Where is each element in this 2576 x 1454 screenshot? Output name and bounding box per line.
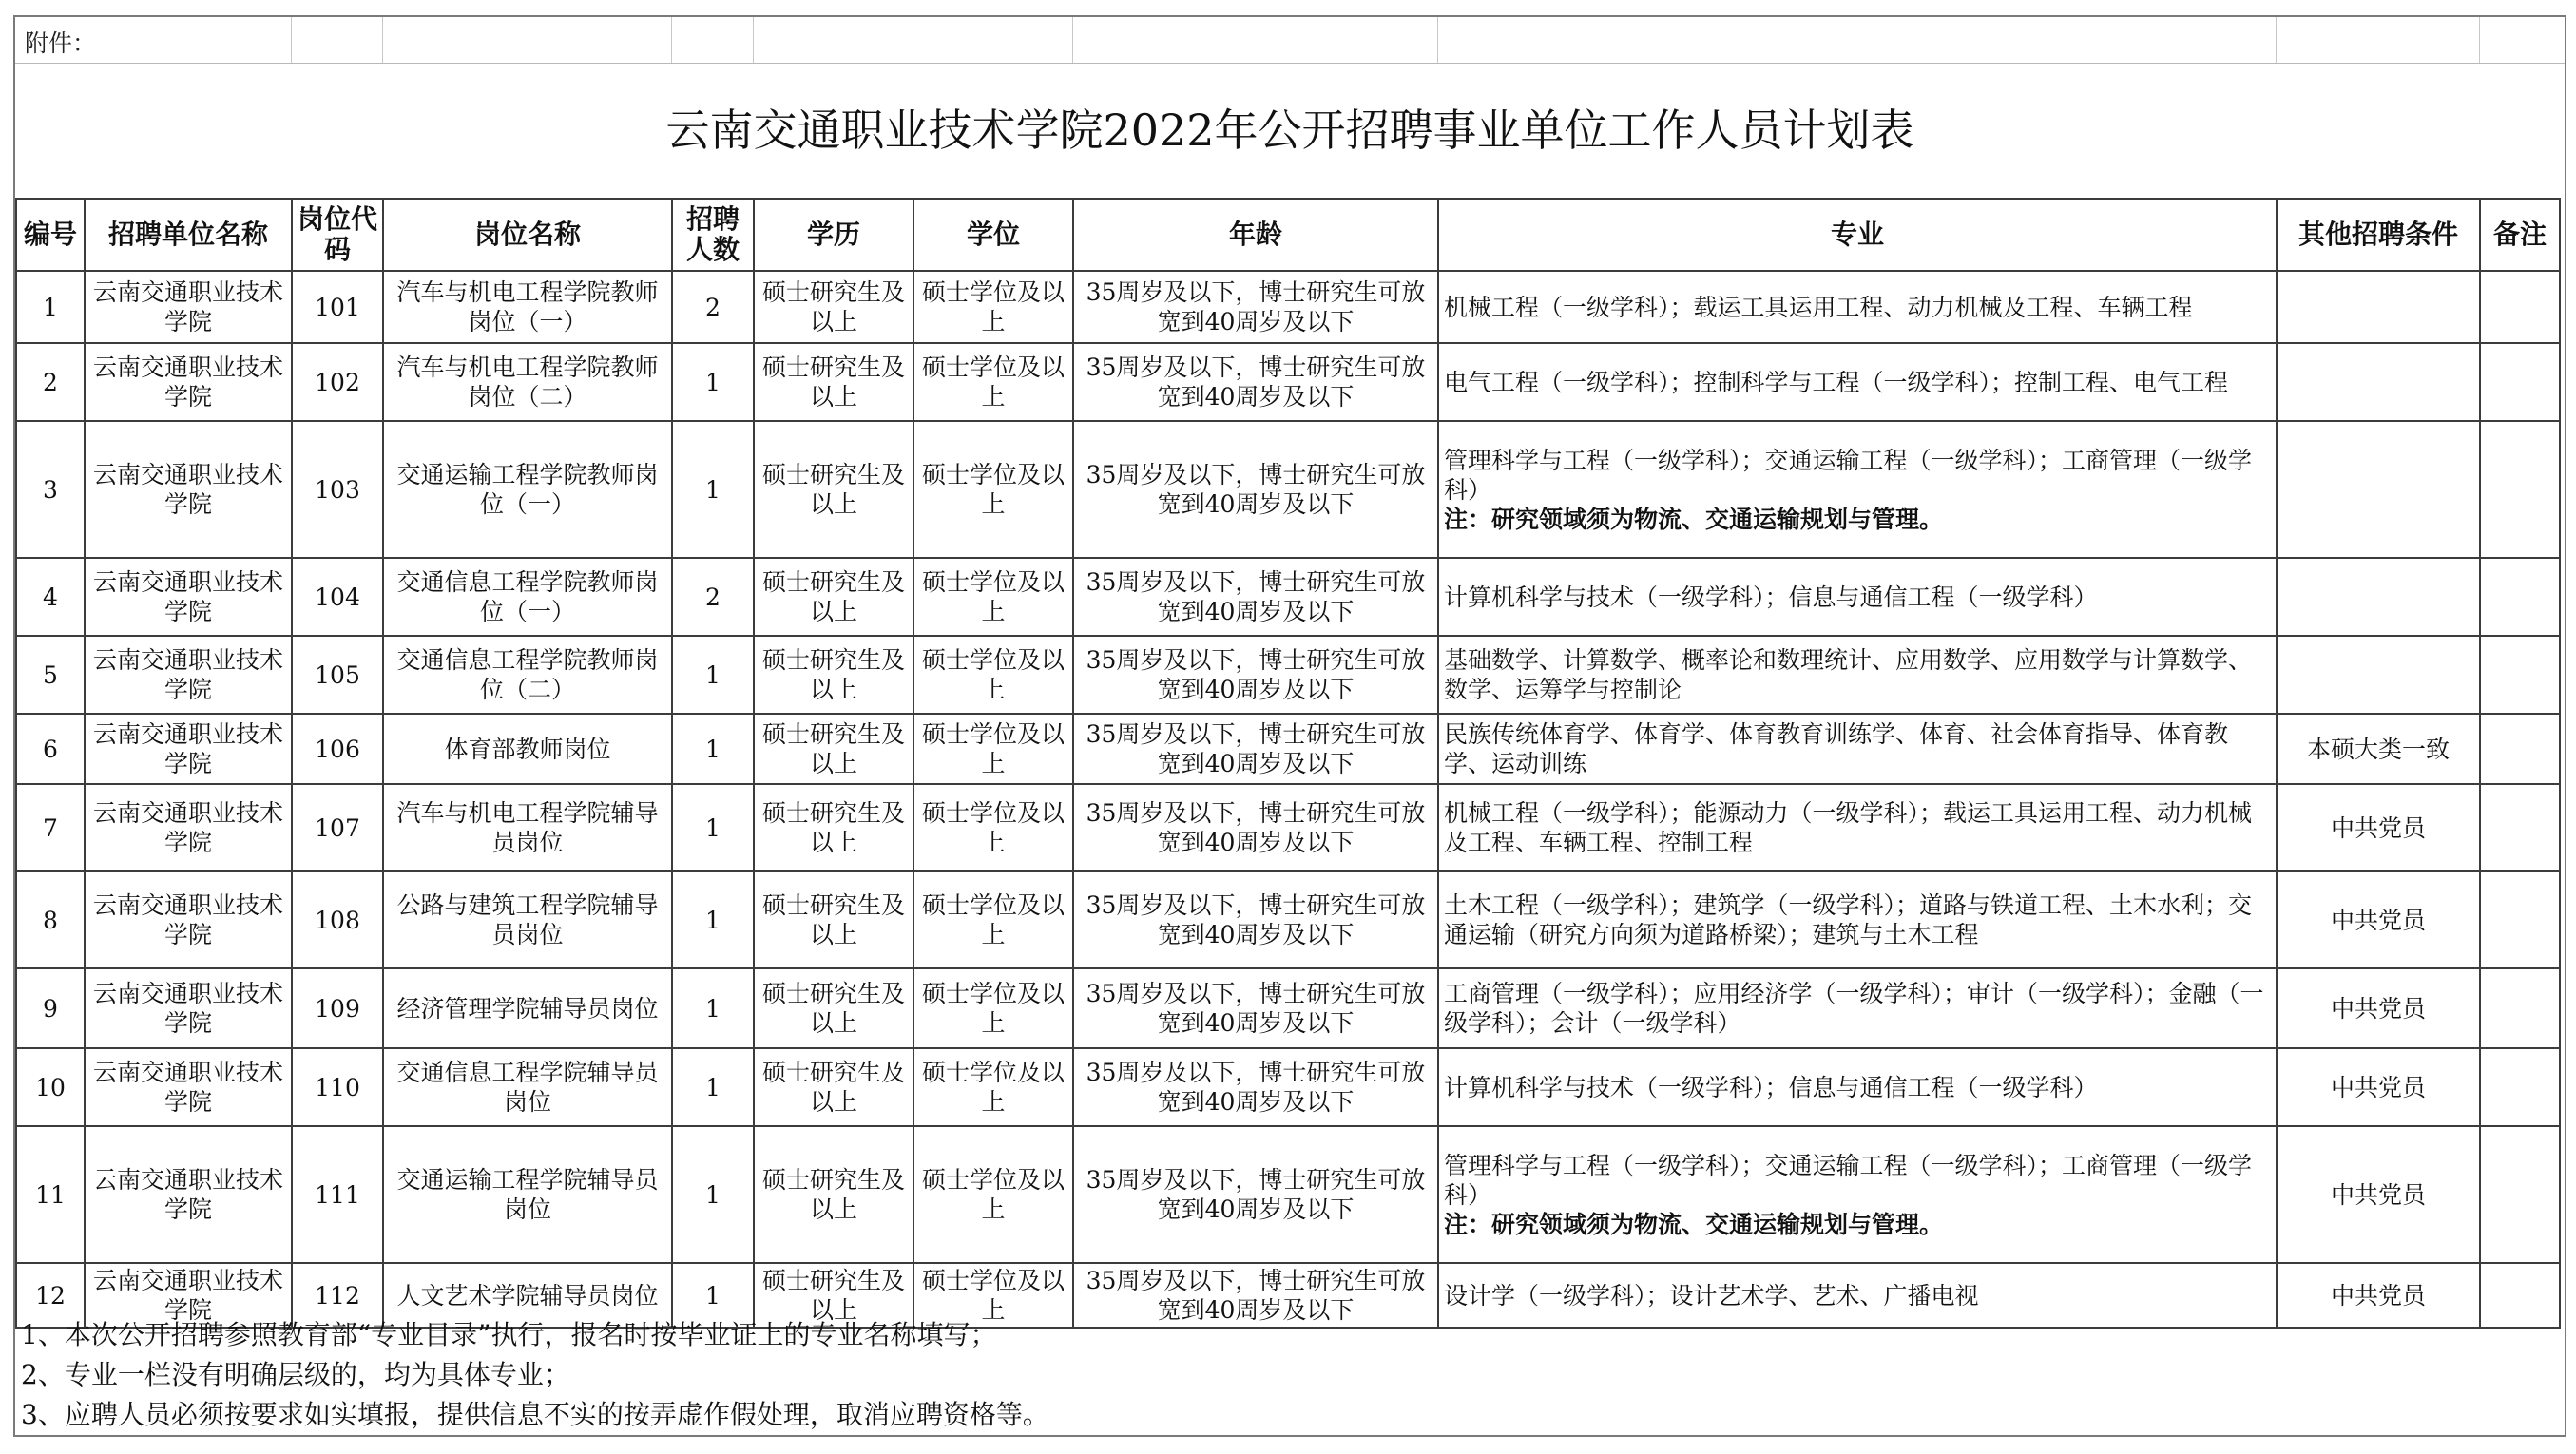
major-text: 机械工程（一级学科）；能源动力（一级学科）；载运工具运用工程、动力机械及工程、车辆工程、控制工程 [1444, 799, 2253, 856]
header-education: 学历 [754, 199, 913, 271]
cell-code: 106 [292, 714, 383, 784]
major-text: 设计学（一级学科）；设计艺术学、艺术、广播电视 [1444, 1281, 1979, 1310]
cell-post: 交通运输工程学院辅导员岗位 [383, 1126, 672, 1263]
cell-other: 本硕大类一致 [2277, 714, 2480, 784]
cell-degree: 硕士学位及以上 [913, 271, 1073, 343]
major-text: 计算机科学与技术（一级学科）；信息与通信工程（一级学科） [1444, 583, 2098, 611]
cell-code: 102 [292, 343, 383, 421]
table-row [16, 271, 2560, 343]
cell-remark [2480, 714, 2560, 784]
table-row [16, 558, 2560, 636]
cell-other: 中共党员 [2277, 784, 2480, 871]
cell-age: 35周岁及以下，博士研究生可放宽到40周岁及以下 [1073, 714, 1438, 784]
cell-no: 10 [16, 1048, 85, 1126]
cell-no: 11 [16, 1126, 85, 1263]
cell-degree: 硕士学位及以上 [913, 1126, 1073, 1263]
cell-count: 1 [672, 784, 754, 871]
cell-unit: 云南交通职业技术学院 [85, 871, 292, 968]
header-degree: 学位 [913, 199, 1073, 271]
cell-code: 107 [292, 784, 383, 871]
cell-age: 35周岁及以下，博士研究生可放宽到40周岁及以下 [1073, 1048, 1438, 1126]
table-row [16, 1048, 2560, 1126]
cell-degree: 硕士学位及以上 [913, 784, 1073, 871]
cell-remark [2480, 1126, 2560, 1263]
table-row [16, 421, 2560, 558]
cell-post: 人文艺术学院辅导员岗位 [383, 1263, 672, 1328]
header-no: 编号 [16, 199, 85, 271]
table-row [16, 968, 2560, 1048]
attachment-row [15, 17, 2565, 64]
cell-major [1438, 871, 2277, 968]
cell-other: 中共党员 [2277, 968, 2480, 1048]
cell-degree: 硕士学位及以上 [913, 1048, 1073, 1126]
cell-count: 1 [672, 1263, 754, 1328]
cell-remark [2480, 1048, 2560, 1126]
cell-post: 汽车与机电工程学院教师岗位（二） [383, 343, 672, 421]
major-text: 计算机科学与技术（一级学科）；信息与通信工程（一级学科） [1444, 1073, 2098, 1101]
major-text: 管理科学与工程（一级学科）；交通运输工程（一级学科）；工商管理（一级学科） [1444, 446, 2253, 504]
header-post: 岗位名称 [383, 199, 672, 271]
cell-major [1438, 558, 2277, 636]
cell-degree: 硕士学位及以上 [913, 968, 1073, 1048]
cell-remark [2480, 343, 2560, 421]
table-row [16, 714, 2560, 784]
cell-unit: 云南交通职业技术学院 [85, 1048, 292, 1126]
cell-no: 12 [16, 1263, 85, 1328]
table-row [16, 343, 2560, 421]
cell-unit: 云南交通职业技术学院 [85, 636, 292, 714]
cell-unit: 云南交通职业技术学院 [85, 714, 292, 784]
recruitment-table [15, 198, 2561, 1329]
cell-other: 中共党员 [2277, 871, 2480, 968]
cell-count: 1 [672, 871, 754, 968]
cell-age: 35周岁及以下，博士研究生可放宽到40周岁及以下 [1073, 968, 1438, 1048]
cell-unit: 云南交通职业技术学院 [85, 1126, 292, 1263]
cell-degree: 硕士学位及以上 [913, 1263, 1073, 1328]
cell-age: 35周岁及以下，博士研究生可放宽到40周岁及以下 [1073, 558, 1438, 636]
cell-degree: 硕士学位及以上 [913, 871, 1073, 968]
header-unit: 招聘单位名称 [85, 199, 292, 271]
attachment-label: 附件： [25, 29, 97, 57]
cell-degree: 硕士学位及以上 [913, 343, 1073, 421]
major-text: 管理科学与工程（一级学科）；交通运输工程（一级学科）；工商管理（一级学科） [1444, 1151, 2253, 1209]
header-other: 其他招聘条件 [2277, 199, 2480, 271]
cell-unit: 云南交通职业技术学院 [85, 1263, 292, 1328]
cell-education: 硕士研究生及以上 [754, 271, 913, 343]
cell-other [2277, 636, 2480, 714]
cell-major [1438, 1263, 2277, 1328]
cell-major [1438, 968, 2277, 1048]
table-row [16, 636, 2560, 714]
major-text: 电气工程（一级学科）；控制科学与工程（一级学科）；控制工程、电气工程 [1444, 368, 2229, 396]
cell-no: 1 [16, 271, 85, 343]
cell-remark [2480, 871, 2560, 968]
cell-code: 103 [292, 421, 383, 558]
cell-code: 112 [292, 1263, 383, 1328]
cell-remark [2480, 421, 2560, 558]
cell-other: 中共党员 [2277, 1263, 2480, 1328]
cell-count: 1 [672, 421, 754, 558]
cell-age: 35周岁及以下，博士研究生可放宽到40周岁及以下 [1073, 421, 1438, 558]
cell-no: 6 [16, 714, 85, 784]
cell-code: 109 [292, 968, 383, 1048]
cell-remark [2480, 784, 2560, 871]
cell-major [1438, 1048, 2277, 1126]
cell-other: 中共党员 [2277, 1126, 2480, 1263]
cell-unit: 云南交通职业技术学院 [85, 784, 292, 871]
header-code: 岗位代码 [292, 199, 383, 271]
cell-count: 1 [672, 968, 754, 1048]
cell-education: 硕士研究生及以上 [754, 343, 913, 421]
cell-count: 2 [672, 271, 754, 343]
cell-count: 2 [672, 558, 754, 636]
cell-other [2277, 421, 2480, 558]
cell-education: 硕士研究生及以上 [754, 968, 913, 1048]
cell-other: 中共党员 [2277, 1048, 2480, 1126]
cell-age: 35周岁及以下，博士研究生可放宽到40周岁及以下 [1073, 271, 1438, 343]
cell-major [1438, 784, 2277, 871]
table-row [16, 784, 2560, 871]
table-row [16, 1126, 2560, 1263]
cell-remark [2480, 558, 2560, 636]
cell-post: 体育部教师岗位 [383, 714, 672, 784]
cell-major [1438, 1126, 2277, 1263]
cell-education: 硕士研究生及以上 [754, 1048, 913, 1126]
cell-code: 110 [292, 1048, 383, 1126]
cell-major [1438, 271, 2277, 343]
cell-remark [2480, 271, 2560, 343]
cell-age: 35周岁及以下，博士研究生可放宽到40周岁及以下 [1073, 1263, 1438, 1328]
cell-remark [2480, 636, 2560, 714]
cell-no: 9 [16, 968, 85, 1048]
cell-education: 硕士研究生及以上 [754, 1263, 913, 1328]
cell-post: 交通运输工程学院教师岗位（一） [383, 421, 672, 558]
header-count: 招聘人数 [672, 199, 754, 271]
cell-degree: 硕士学位及以上 [913, 636, 1073, 714]
cell-education: 硕士研究生及以上 [754, 636, 913, 714]
cell-education: 硕士研究生及以上 [754, 558, 913, 636]
cell-count: 1 [672, 1126, 754, 1263]
cell-unit: 云南交通职业技术学院 [85, 343, 292, 421]
cell-post: 交通信息工程学院辅导员岗位 [383, 1048, 672, 1126]
cell-age: 35周岁及以下，博士研究生可放宽到40周岁及以下 [1073, 343, 1438, 421]
footnotes [21, 1315, 1049, 1435]
cell-count: 1 [672, 636, 754, 714]
cell-code: 105 [292, 636, 383, 714]
cell-education: 硕士研究生及以上 [754, 784, 913, 871]
spreadsheet [13, 15, 2566, 1437]
cell-post: 公路与建筑工程学院辅导员岗位 [383, 871, 672, 968]
cell-education: 硕士研究生及以上 [754, 1126, 913, 1263]
header-remark: 备注 [2480, 199, 2560, 271]
major-text: 土木工程（一级学科）；建筑学（一级学科）；道路与铁道工程、土木水利；交通运输（研究方向须为道路桥梁）；建筑与土木工程 [1444, 891, 2253, 948]
cell-count: 1 [672, 1048, 754, 1126]
cell-no: 8 [16, 871, 85, 968]
major-text: 机械工程（一级学科）；载运工具运用工程、动力机械及工程、车辆工程 [1444, 293, 2193, 321]
cell-post: 经济管理学院辅导员岗位 [383, 968, 672, 1048]
cell-other [2277, 271, 2480, 343]
cell-unit: 云南交通职业技术学院 [85, 421, 292, 558]
cell-unit: 云南交通职业技术学院 [85, 271, 292, 343]
cell-no: 5 [16, 636, 85, 714]
major-text: 工商管理（一级学科）；应用经济学（一级学科）；审计（一级学科）；金融（一级学科）；会计（一级学科） [1444, 980, 2264, 1037]
major-note: 注：研究领域须为物流、交通运输规划与管理。 [1444, 505, 1944, 533]
cell-education: 硕士研究生及以上 [754, 871, 913, 968]
cell-age: 35周岁及以下，博士研究生可放宽到40周岁及以下 [1073, 871, 1438, 968]
cell-no: 3 [16, 421, 85, 558]
cell-code: 101 [292, 271, 383, 343]
cell-code: 104 [292, 558, 383, 636]
major-text: 基础数学、计算数学、概率论和数理统计、应用数学、应用数学与计算数学、数学、运筹学与控制论 [1444, 646, 2253, 703]
cell-unit: 云南交通职业技术学院 [85, 968, 292, 1048]
page-title: 云南交通职业技术学院2022年公开招聘事业单位工作人员计划表 [665, 105, 1914, 156]
cell-major [1438, 343, 2277, 421]
cell-age: 35周岁及以下，博士研究生可放宽到40周岁及以下 [1073, 784, 1438, 871]
cell-no: 4 [16, 558, 85, 636]
cell-degree: 硕士学位及以上 [913, 421, 1073, 558]
header-age: 年龄 [1073, 199, 1438, 271]
footnote: 1、本次公开招聘参照教育部“专业目录”执行，报名时按毕业证上的专业名称填写； [21, 1319, 997, 1350]
cell-post: 汽车与机电工程学院辅导员岗位 [383, 784, 672, 871]
cell-count: 1 [672, 714, 754, 784]
cell-education: 硕士研究生及以上 [754, 714, 913, 784]
table-row [16, 871, 2560, 968]
cell-age: 35周岁及以下，博士研究生可放宽到40周岁及以下 [1073, 636, 1438, 714]
footnote: 2、专业一栏没有明确层级的，均为具体专业； [21, 1359, 570, 1390]
cell-remark [2480, 968, 2560, 1048]
cell-age: 35周岁及以下，博士研究生可放宽到40周岁及以下 [1073, 1126, 1438, 1263]
cell-code: 108 [292, 871, 383, 968]
cell-major [1438, 636, 2277, 714]
cell-post: 汽车与机电工程学院教师岗位（一） [383, 271, 672, 343]
cell-remark [2480, 1263, 2560, 1328]
cell-code: 111 [292, 1126, 383, 1263]
header-major: 专业 [1438, 199, 2277, 271]
header-row [16, 199, 2560, 271]
cell-unit: 云南交通职业技术学院 [85, 558, 292, 636]
cell-degree: 硕士学位及以上 [913, 558, 1073, 636]
major-text: 民族传统体育学、体育学、体育教育训练学、体育、社会体育指导、体育教学、运动训练 [1444, 720, 2229, 777]
footnote: 3、应聘人员必须按要求如实填报，提供信息不实的按弄虚作假处理，取消应聘资格等。 [21, 1399, 1049, 1430]
cell-post: 交通信息工程学院教师岗位（一） [383, 558, 672, 636]
cell-major [1438, 714, 2277, 784]
cell-other [2277, 558, 2480, 636]
major-note: 注：研究领域须为物流、交通运输规划与管理。 [1444, 1210, 1944, 1238]
cell-education: 硕士研究生及以上 [754, 421, 913, 558]
cell-count: 1 [672, 343, 754, 421]
cell-post: 交通信息工程学院教师岗位（二） [383, 636, 672, 714]
cell-other [2277, 343, 2480, 421]
cell-no: 7 [16, 784, 85, 871]
cell-no: 2 [16, 343, 85, 421]
cell-degree: 硕士学位及以上 [913, 714, 1073, 784]
cell-major [1438, 421, 2277, 558]
